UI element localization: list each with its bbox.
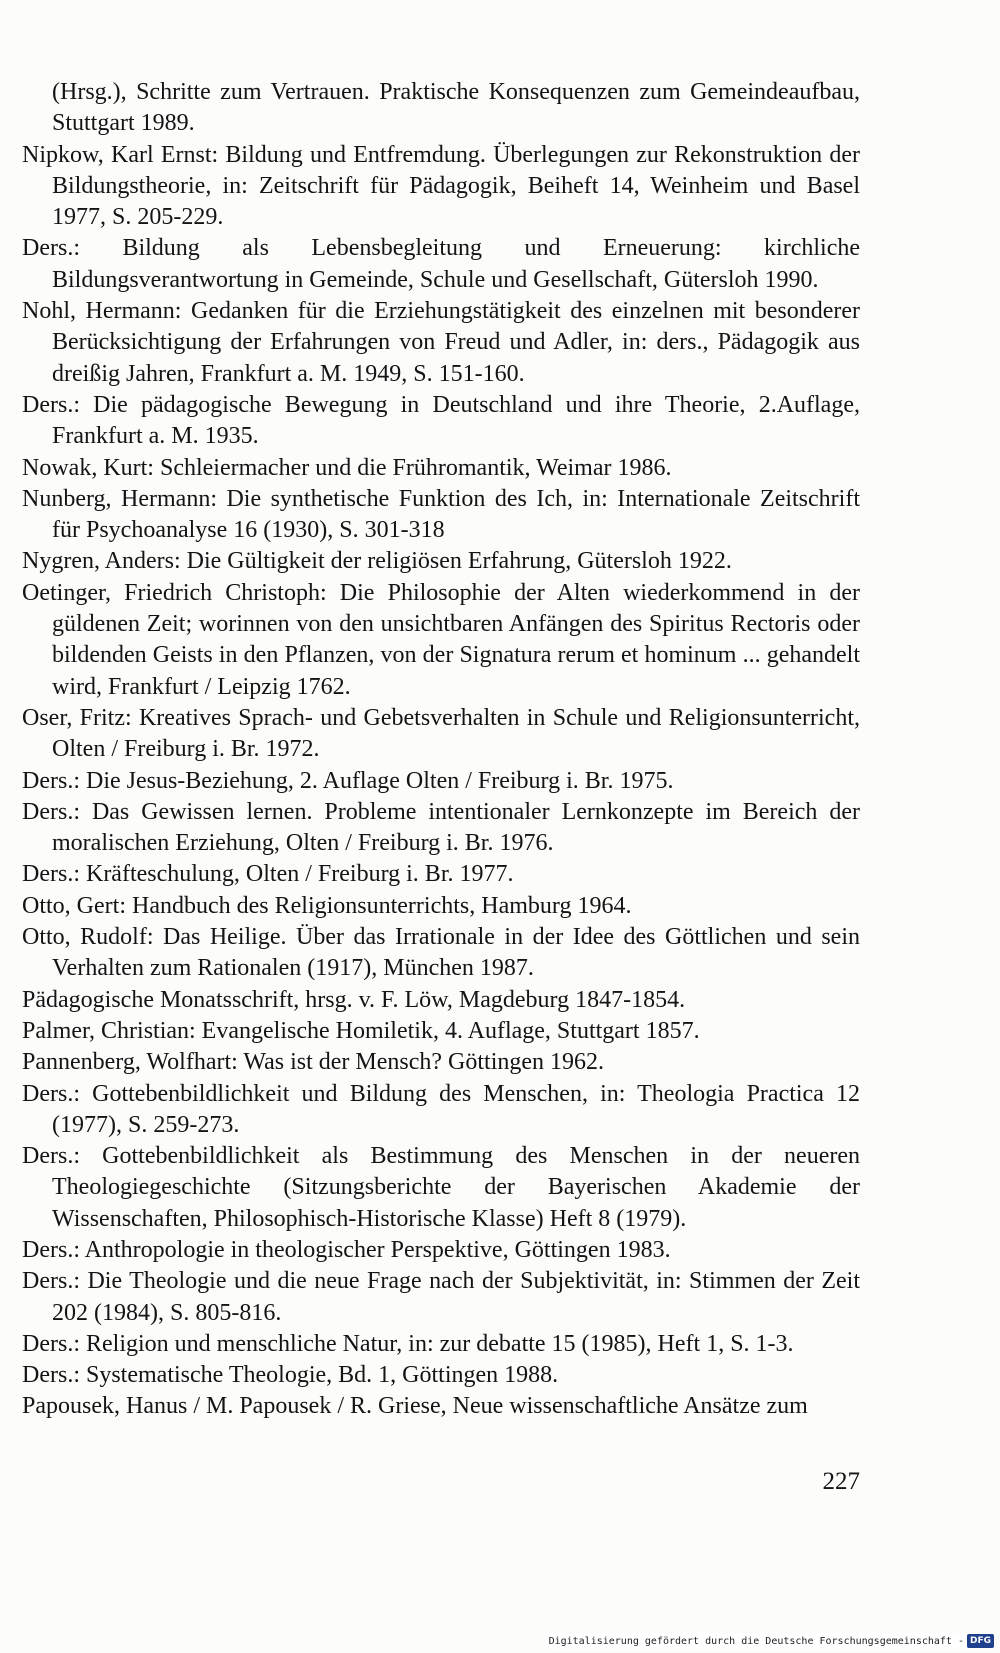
bibliography-entry: Palmer, Christian: Evangelische Homiletik, 4. Auflage, Stuttgart 1857. bbox=[22, 1017, 700, 1044]
bibliography-entry: Nipkow, Karl Ernst: Bildung und Entfremdung. Überlegungen zur Rekonstruktion der Bildungstheorie, in: Zeitschrift für Pädagogik, Beiheft 14, Weinheim und Basel 1977, S. 205-229. bbox=[22, 141, 860, 231]
bibliography-entry: Ders.: Religion und menschliche Natur, in: zur debatte 15 (1985), Heft 1, S. 1-3. bbox=[22, 1330, 794, 1357]
bibliography-entry: (Hrsg.), Schritte zum Vertrauen. Praktische Konsequenzen zum Gemeindeaufbau, Stuttgart 1989. bbox=[52, 79, 860, 137]
bibliography-entry: Otto, Gert: Handbuch des Religionsunterrichts, Hamburg 1964. bbox=[22, 892, 632, 919]
page-number: 227 bbox=[822, 1468, 860, 1495]
bibliography-entry: Ders.: Gottebenbildlichkeit und Bildung des Menschen, in: Theologia Practica 12 (1977), S. 259-273. bbox=[22, 1080, 860, 1138]
bibliography-entry: Ders.: Die Theologie und die neue Frage nach der Subjektivität, in: Stimmen der Zeit 202 (1984), S. 805-816. bbox=[22, 1268, 860, 1326]
dfg-logo: DFG bbox=[967, 1634, 994, 1648]
bibliography-entry: Ders.: Das Gewissen lernen. Probleme intentionaler Lernkonzepte im Bereich der moralischen Erziehung, Olten / Freiburg i. Br. 1976. bbox=[22, 798, 860, 857]
bibliography-entry: Ders.: Die Jesus-Beziehung, 2. Auflage Olten / Freiburg i. Br. 1975. bbox=[22, 767, 674, 794]
bibliography-entry: Ders.: Anthropologie in theologischer Perspektive, Göttingen 1983. bbox=[22, 1236, 671, 1263]
bibliography-entry: Oser, Fritz: Kreatives Sprach- und Gebetsverhalten in Schule und Religionsunterricht, Olten / Freiburg i. Br. 1972. bbox=[22, 704, 860, 763]
bibliography-entry: Oetinger, Friedrich Christoph: Die Philosophie der Alten wiederkommend in der güldenen Zeit; worinnen von den unsichtbaren Anfängen des Spiritus Rectoris oder bildenden Geists in den Pflanzen, von der Signatura rerum et hominum ... gehandelt wird, Frankfurt / Leipzig 1762. bbox=[22, 579, 860, 700]
bibliography-entry: Pädagogische Monatsschrift, hrsg. v. F. Löw, Magdeburg 1847-1854. bbox=[22, 986, 686, 1013]
bibliography-entry: Ders.: Die pädagogische Bewegung in Deutschland und ihre Theorie, 2.Auflage, Frankfurt a. M. 1935. bbox=[22, 391, 860, 450]
bibliography-entry: Nygren, Anders: Die Gültigkeit der religiösen Erfahrung, Gütersloh 1922. bbox=[22, 548, 732, 575]
bibliography-entry: Nunberg, Hermann: Die synthetische Funktion des Ich, in: Internationale Zeitschrift für Psychoanalyse 16 (1930), S. 301-318 bbox=[22, 485, 860, 544]
bibliography-entry: Ders.: Bildung als Lebensbegleitung und Erneuerung: kirchliche Bildungsverantwortung in Gemeinde, Schule und Gesellschaft, Gütersloh 1990. bbox=[22, 235, 860, 293]
bibliography-entry: Ders.: Gottebenbildlichkeit als Bestimmung des Menschen in der neueren Theologiegeschichte (Sitzungsberichte der Bayerischen Akademie der Wissenschaften, Philosophisch-Historische Klasse) Heft 8 (1979). bbox=[22, 1143, 860, 1232]
footer-text: Digitalisierung gefördert durch die Deutsche Forschungsgemeinschaft - bbox=[548, 1635, 964, 1647]
bibliography-entry: Pannenberg, Wolfhart: Was ist der Mensch? Göttingen 1962. bbox=[22, 1049, 605, 1076]
bibliography-entry: Papousek, Hanus / M. Papousek / R. Griese, Neue wissenschaftliche Ansätze zum bbox=[22, 1393, 808, 1420]
bibliography-entry: Otto, Rudolf: Das Heilige. Über das Irrationale in der Idee des Göttlichen und sein Verhalten zum Rationalen (1917), München 1987. bbox=[22, 924, 860, 982]
bibliography-list bbox=[22, 77, 860, 1423]
bibliography-entry: Ders.: Systematische Theologie, Bd. 1, Göttingen 1988. bbox=[22, 1362, 559, 1389]
digitization-footer bbox=[549, 1633, 994, 1649]
bibliography-entry: Nowak, Kurt: Schleiermacher und die Frühromantik, Weimar 1986. bbox=[22, 454, 672, 481]
bibliography-entry: Nohl, Hermann: Gedanken für die Erziehungstätigkeit des einzelnen mit besonderer Berücksichtigung der Erfahrungen von Freud und Adler, in: ders., Pädagogik aus dreißig Jahren, Frankfurt a. M. 1949, S. 151-160. bbox=[22, 298, 860, 387]
bibliography-entry: Ders.: Kräfteschulung, Olten / Freiburg i. Br. 1977. bbox=[22, 861, 514, 888]
